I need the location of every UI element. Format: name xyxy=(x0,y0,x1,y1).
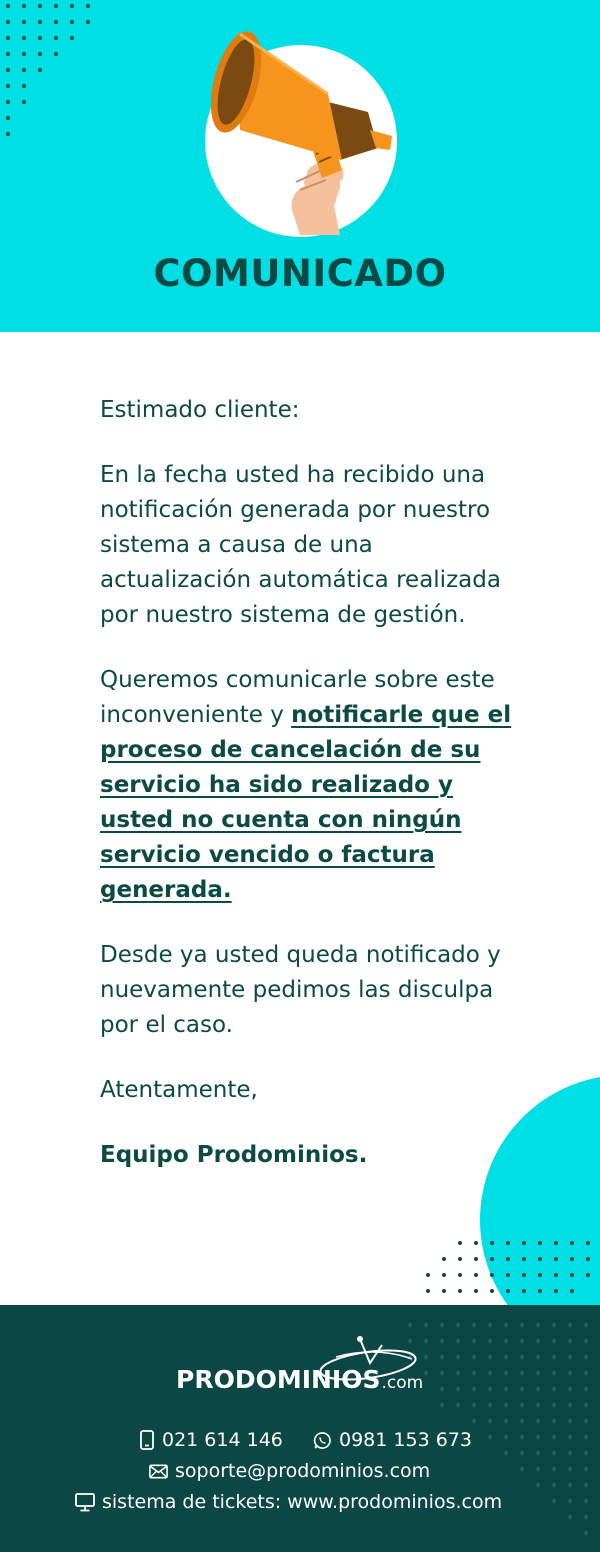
whatsapp-number: 0981 153 673 xyxy=(339,1429,472,1451)
paragraph-notification: En la fecha usted ha recibido una notificación generada por nuestro sistema a causa de una actualización automática realizada por nuestro sistema de gestión. xyxy=(100,462,501,628)
page-title: COMUNICADO xyxy=(153,252,447,295)
contact-email[interactable] xyxy=(149,1460,430,1482)
phone-icon xyxy=(139,1430,155,1450)
footer xyxy=(0,1305,600,1552)
contact-tickets[interactable] xyxy=(75,1491,502,1513)
paragraph-cancellation-emphasis: notificarle que el proceso de cancelación de su servicio ha sido realizado y usted no cuenta con ningún servicio vencido o factura generada. xyxy=(100,702,512,903)
email-icon xyxy=(149,1464,168,1479)
phone-number: 021 614 146 xyxy=(162,1429,283,1451)
paragraph-cancellation-intro: Queremos comunicarle sobre este inconveniente y xyxy=(100,667,495,728)
paragraph-apology: Desde ya usted queda notificado y nuevamente pedimos las disculpa por el caso. xyxy=(100,942,501,1038)
brand-logo xyxy=(176,1335,436,1395)
dot-pattern-top-left xyxy=(0,0,100,140)
monitor-icon xyxy=(75,1493,95,1512)
paragraph-cancellation xyxy=(100,663,520,908)
logo-text: PRODOMINIOS xyxy=(176,1365,381,1394)
tickets-link: sistema de tickets: www.prodominios.com xyxy=(102,1491,503,1513)
message-body xyxy=(100,393,520,1203)
email-address: soporte@prodominios.com xyxy=(175,1460,431,1482)
megaphone-hand-icon xyxy=(200,20,400,240)
signature: Equipo Prodominios. xyxy=(100,1142,368,1168)
dot-pattern-body xyxy=(415,1235,600,1305)
contact-whatsapp[interactable] xyxy=(313,1429,472,1451)
header-banner xyxy=(0,0,600,332)
contact-phone[interactable] xyxy=(139,1429,283,1451)
greeting: Estimado cliente: xyxy=(100,397,300,423)
logo-suffix: .com xyxy=(381,1373,424,1393)
closing: Atentamente, xyxy=(100,1077,258,1103)
whatsapp-icon xyxy=(313,1431,332,1450)
logo-wordmark xyxy=(176,1365,423,1394)
